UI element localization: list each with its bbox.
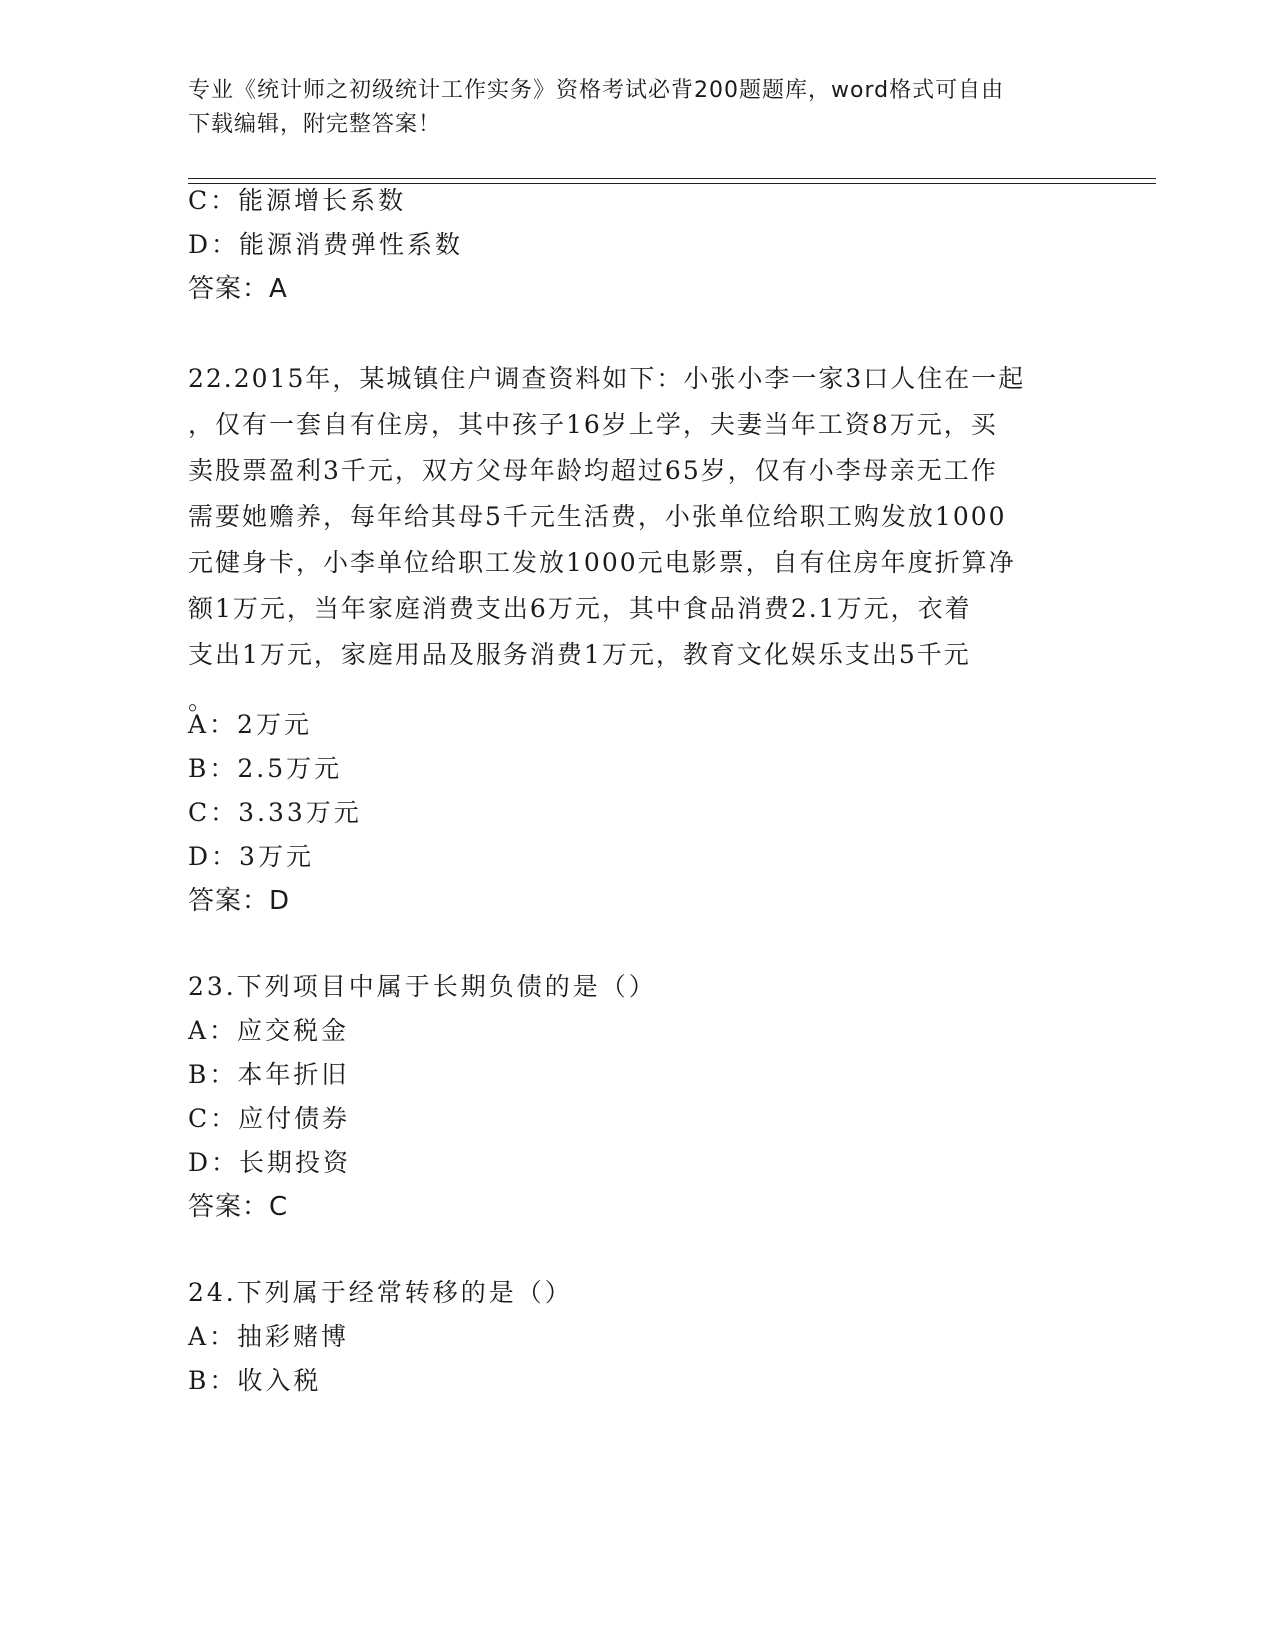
answer-line: 答案：A bbox=[188, 274, 288, 304]
option-c: C：能源增长系数 bbox=[188, 186, 407, 215]
stem-line: 卖股票盈利3千元，双方父母年龄均超过65岁，仅有小李母亲无工作 bbox=[188, 456, 998, 485]
question-24-stem: 24.下列属于经常转移的是（） bbox=[188, 1278, 573, 1307]
stem-line: 额1万元，当年家庭消费支出6万元，其中食品消费2.1万元，衣着 bbox=[188, 594, 972, 623]
option-a: A：2万元 bbox=[188, 710, 312, 739]
option-c: C：应付债券 bbox=[188, 1104, 351, 1133]
stem-line: 支出1万元，家庭用品及服务消费1万元，教育文化娱乐支出5千元 bbox=[188, 640, 971, 669]
header-title-line-2: 下载编辑，附完整答案！ bbox=[188, 112, 442, 137]
answer-line: 答案：C bbox=[188, 1192, 289, 1222]
question-22-stem bbox=[188, 356, 1088, 724]
answer-line: 答案：D bbox=[188, 886, 291, 916]
header-divider-top bbox=[188, 178, 1156, 179]
option-d: D：长期投资 bbox=[188, 1148, 352, 1177]
option-d: D：能源消费弹性系数 bbox=[188, 230, 464, 259]
stem-line: ，仅有一套自有住房，其中孩子16岁上学，夫妻当年工资8万元，买 bbox=[188, 410, 998, 439]
option-b: B：收入税 bbox=[188, 1366, 322, 1395]
question-23-stem: 23.下列项目中属于长期负债的是（） bbox=[188, 972, 657, 1001]
option-b: B：2.5万元 bbox=[188, 754, 343, 783]
option-a: A：应交税金 bbox=[188, 1016, 350, 1045]
option-a: A：抽彩赌博 bbox=[188, 1322, 350, 1351]
option-b: B：本年折旧 bbox=[188, 1060, 350, 1089]
option-d: D：3万元 bbox=[188, 842, 314, 871]
stem-line: 22.2015年，某城镇住户调查资料如下：小张小李一家3口人住在一起 bbox=[188, 364, 1026, 393]
option-c: C：3.33万元 bbox=[188, 798, 362, 827]
document-header bbox=[188, 74, 1088, 142]
header-divider-bottom bbox=[188, 183, 1156, 184]
stem-line: 。 bbox=[188, 686, 216, 715]
header-title-line-1: 专业《统计师之初级统计工作实务》资格考试必背200题题库，word格式可自由 bbox=[188, 78, 1005, 103]
stem-line: 元健身卡，小李单位给职工发放1000元电影票，自有住房年度折算净 bbox=[188, 548, 1016, 577]
stem-line: 需要她赡养，每年给其母5千元生活费，小张单位给职工购发放1000 bbox=[188, 502, 1007, 531]
